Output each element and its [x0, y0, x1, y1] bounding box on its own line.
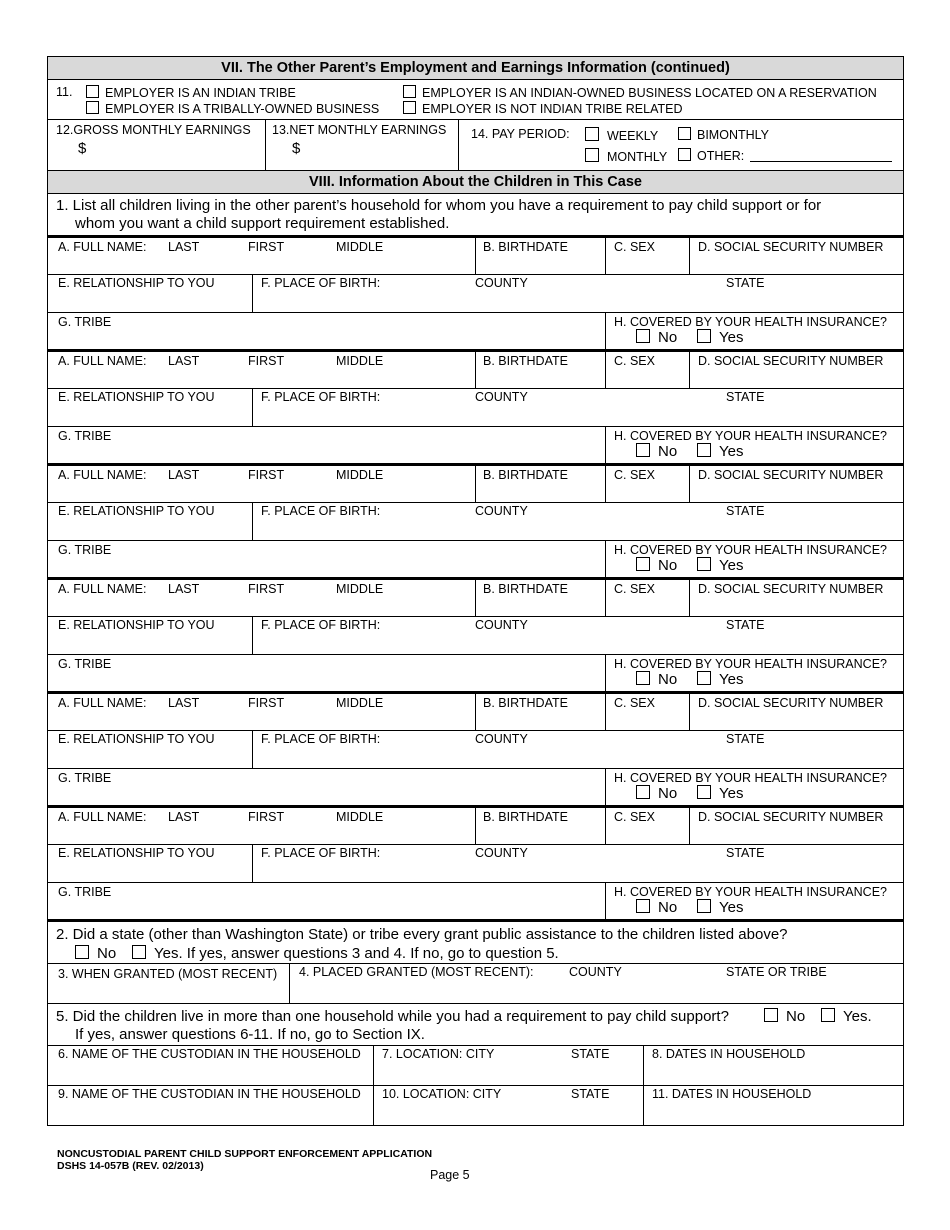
child-name-row: [48, 238, 903, 275]
sex-label: C. SEX: [614, 468, 655, 482]
q3-label: 3. WHEN GRANTED (MOST RECENT): [58, 967, 278, 981]
first-name-label: FIRST: [248, 468, 285, 482]
child-entry-3: [48, 466, 903, 580]
health-insurance-label: H. COVERED BY YOUR HEALTH INSURANCE?: [614, 315, 887, 329]
children-list: [48, 238, 903, 922]
ssn-label: D. SOCIAL SECURITY NUMBER: [698, 582, 884, 596]
child-name-row: [48, 580, 903, 617]
health-yes-option[interactable]: Yes: [697, 557, 743, 574]
q2-no-option[interactable]: No: [75, 945, 116, 962]
birthdate-label: B. BIRTHDATE: [483, 810, 568, 824]
question-2: [48, 922, 903, 964]
birthdate-label: B. BIRTHDATE: [483, 696, 568, 710]
relationship-label: E. RELATIONSHIP TO YOU: [58, 732, 215, 746]
question-1: [48, 194, 903, 238]
full-name-label: A. FULL NAME:: [58, 240, 147, 254]
state-label: STATE: [726, 390, 765, 404]
child-tribe-row: [48, 883, 903, 922]
q7-state-label: STATE: [571, 1047, 610, 1061]
child-tribe-row: [48, 655, 903, 694]
net-earnings-label: 13.NET MONTHLY EARNINGS: [272, 123, 447, 137]
checkbox[interactable]: [403, 101, 416, 114]
footer-form-number: DSHS 14-057B (REV. 02/2013): [57, 1160, 204, 1172]
place-of-birth-label: F. PLACE OF BIRTH:: [261, 618, 381, 632]
ssn-label: D. SOCIAL SECURITY NUMBER: [698, 354, 884, 368]
tribe-label: G. TRIBE: [58, 771, 112, 785]
health-yes-option[interactable]: Yes: [697, 329, 743, 346]
employer-type-row: [48, 80, 903, 120]
q2-yes-option[interactable]: Yes. If yes, answer questions 3 and 4. If no, go to question 5.: [132, 945, 559, 962]
middle-name-label: MIDDLE: [336, 810, 384, 824]
checkbox[interactable]: [86, 101, 99, 114]
middle-name-label: MIDDLE: [336, 696, 384, 710]
child-birthplace-row: [48, 617, 903, 655]
tribe-label: G. TRIBE: [58, 429, 112, 443]
checkbox[interactable]: [636, 785, 650, 799]
sex-label: C. SEX: [614, 354, 655, 368]
sex-label: C. SEX: [614, 240, 655, 254]
county-label: COUNTY: [475, 276, 528, 290]
q9-label: 9. NAME OF THE CUSTODIAN IN THE HOUSEHOLD: [58, 1087, 361, 1101]
ssn-label: D. SOCIAL SECURITY NUMBER: [698, 810, 884, 824]
q6-q8-row: [48, 1046, 903, 1086]
county-label: COUNTY: [475, 732, 528, 746]
health-no-option[interactable]: No: [636, 329, 677, 346]
earnings-row: [48, 120, 903, 171]
health-insurance-label: H. COVERED BY YOUR HEALTH INSURANCE?: [614, 543, 887, 557]
child-birthplace-row: [48, 731, 903, 769]
checkbox[interactable]: [697, 671, 711, 685]
tribe-label: G. TRIBE: [58, 543, 112, 557]
q6-label: 6. NAME OF THE CUSTODIAN IN THE HOUSEHOLD: [58, 1047, 361, 1061]
child-name-row: [48, 352, 903, 389]
health-no-option[interactable]: No: [636, 671, 677, 688]
health-yes-option[interactable]: Yes: [697, 443, 743, 460]
relationship-label: E. RELATIONSHIP TO YOU: [58, 846, 215, 860]
q7-label: 7. LOCATION: CITY: [382, 1047, 495, 1061]
sex-label: C. SEX: [614, 810, 655, 824]
checkbox[interactable]: [403, 85, 416, 98]
health-insurance-label: H. COVERED BY YOUR HEALTH INSURANCE?: [614, 657, 887, 671]
checkbox[interactable]: [697, 785, 711, 799]
q10-label: 10. LOCATION: CITY: [382, 1087, 502, 1101]
full-name-label: A. FULL NAME:: [58, 696, 147, 710]
place-of-birth-label: F. PLACE OF BIRTH:: [261, 846, 381, 860]
first-name-label: FIRST: [248, 810, 285, 824]
checkbox[interactable]: [75, 945, 89, 959]
full-name-label: A. FULL NAME:: [58, 582, 147, 596]
checkbox[interactable]: [697, 557, 711, 571]
last-name-label: LAST: [168, 696, 200, 710]
county-label: COUNTY: [475, 846, 528, 860]
pay-period-label: 14. PAY PERIOD:: [471, 127, 570, 141]
child-tribe-row: [48, 313, 903, 352]
last-name-label: LAST: [168, 582, 200, 596]
employer-tribally-owned-option[interactable]: EMPLOYER IS A TRIBALLY-OWNED BUSINESS: [86, 101, 379, 116]
child-birthplace-row: [48, 503, 903, 541]
checkbox[interactable]: [636, 329, 650, 343]
q1-text-line1: 1. List all children living in the other parent’s household for whom you have a requirement to pay child support or for: [56, 197, 822, 214]
q5-yes-option[interactable]: Yes.: [821, 1008, 872, 1025]
first-name-label: FIRST: [248, 354, 285, 368]
checkbox[interactable]: [678, 127, 691, 140]
checkbox[interactable]: [132, 945, 146, 959]
q9-q11-row: [48, 1086, 903, 1126]
first-name-label: FIRST: [248, 696, 285, 710]
middle-name-label: MIDDLE: [336, 240, 384, 254]
pay-monthly-option[interactable]: MONTHLY: [585, 148, 667, 164]
birthdate-label: B. BIRTHDATE: [483, 582, 568, 596]
county-label: COUNTY: [475, 504, 528, 518]
tribe-label: G. TRIBE: [58, 657, 112, 671]
child-entry-1: [48, 238, 903, 352]
place-of-birth-label: F. PLACE OF BIRTH:: [261, 504, 381, 518]
health-no-option[interactable]: No: [636, 443, 677, 460]
checkbox[interactable]: [636, 671, 650, 685]
q11-number: 11.: [56, 85, 73, 99]
child-name-row: [48, 466, 903, 503]
county-label: COUNTY: [475, 390, 528, 404]
q4-state-label: STATE OR TRIBE: [726, 965, 827, 979]
q5-no-option[interactable]: No: [764, 1008, 805, 1025]
health-yes-option[interactable]: Yes: [697, 899, 743, 916]
tribe-label: G. TRIBE: [58, 885, 112, 899]
child-birthplace-row: [48, 275, 903, 313]
place-of-birth-label: F. PLACE OF BIRTH:: [261, 276, 381, 290]
child-entry-4: [48, 580, 903, 694]
ssn-label: D. SOCIAL SECURITY NUMBER: [698, 468, 884, 482]
q5-text: 5. Did the children live in more than one household while you had a requirement to pay child support?: [56, 1008, 729, 1025]
checkbox[interactable]: [636, 557, 650, 571]
place-of-birth-label: F. PLACE OF BIRTH:: [261, 732, 381, 746]
checkbox[interactable]: [585, 148, 599, 162]
employer-indian-owned-option[interactable]: EMPLOYER IS AN INDIAN-OWNED BUSINESS LOCATED ON A RESERVATION: [403, 85, 877, 100]
child-birthplace-row: [48, 389, 903, 427]
tribe-label: G. TRIBE: [58, 315, 112, 329]
birthdate-label: B. BIRTHDATE: [483, 354, 568, 368]
health-yes-option[interactable]: Yes: [697, 671, 743, 688]
ssn-label: D. SOCIAL SECURITY NUMBER: [698, 696, 884, 710]
last-name-label: LAST: [168, 240, 200, 254]
q4-county-label: COUNTY: [569, 965, 622, 979]
checkbox[interactable]: [585, 127, 599, 141]
health-no-option[interactable]: No: [636, 557, 677, 574]
q10-state-label: STATE: [571, 1087, 610, 1101]
q3-q4-row: [48, 964, 903, 1004]
pay-other-option[interactable]: OTHER:: [678, 148, 892, 163]
section-7-header: VII. The Other Parent’s Employment and Earnings Information (continued): [48, 57, 903, 80]
net-dollar-sign: $: [292, 140, 301, 157]
state-label: STATE: [726, 618, 765, 632]
checkbox[interactable]: [764, 1008, 778, 1022]
sex-label: C. SEX: [614, 696, 655, 710]
first-name-label: FIRST: [248, 582, 285, 596]
q1-text-line2: whom you want a child support requirement established.: [75, 215, 450, 232]
checkbox[interactable]: [821, 1008, 835, 1022]
state-label: STATE: [726, 276, 765, 290]
employer-not-related-option[interactable]: EMPLOYER IS NOT INDIAN TRIBE RELATED: [403, 101, 682, 116]
place-of-birth-label: F. PLACE OF BIRTH:: [261, 390, 381, 404]
middle-name-label: MIDDLE: [336, 582, 384, 596]
relationship-label: E. RELATIONSHIP TO YOU: [58, 618, 215, 632]
checkbox[interactable]: [636, 443, 650, 457]
q4-label: 4. PLACED GRANTED (MOST RECENT):: [299, 965, 534, 979]
checkbox[interactable]: [697, 443, 711, 457]
health-no-option[interactable]: No: [636, 785, 677, 802]
birthdate-label: B. BIRTHDATE: [483, 240, 568, 254]
ssn-label: D. SOCIAL SECURITY NUMBER: [698, 240, 884, 254]
health-yes-option[interactable]: Yes: [697, 785, 743, 802]
footer-form-title: NONCUSTODIAL PARENT CHILD SUPPORT ENFORCEMENT APPLICATION: [57, 1148, 433, 1160]
state-label: STATE: [726, 504, 765, 518]
pay-bimonthly-option[interactable]: BIMONTHLY: [678, 127, 769, 142]
q11-dates-label: 11. DATES IN HOUSEHOLD: [652, 1087, 812, 1101]
health-insurance-label: H. COVERED BY YOUR HEALTH INSURANCE?: [614, 771, 887, 785]
sex-label: C. SEX: [614, 582, 655, 596]
other-input-line[interactable]: [750, 149, 892, 162]
relationship-label: E. RELATIONSHIP TO YOU: [58, 276, 215, 290]
employer-indian-tribe-option[interactable]: EMPLOYER IS AN INDIAN TRIBE: [86, 85, 296, 100]
child-entry-2: [48, 352, 903, 466]
pay-weekly-option[interactable]: WEEKLY: [585, 127, 658, 143]
gross-earnings-label: 12.GROSS MONTHLY EARNINGS: [56, 123, 251, 137]
last-name-label: LAST: [168, 354, 200, 368]
last-name-label: LAST: [168, 810, 200, 824]
page-number: Page 5: [430, 1168, 470, 1182]
relationship-label: E. RELATIONSHIP TO YOU: [58, 504, 215, 518]
first-name-label: FIRST: [248, 240, 285, 254]
birthdate-label: B. BIRTHDATE: [483, 468, 568, 482]
checkbox[interactable]: [697, 329, 711, 343]
last-name-label: LAST: [168, 468, 200, 482]
health-insurance-label: H. COVERED BY YOUR HEALTH INSURANCE?: [614, 429, 887, 443]
county-label: COUNTY: [475, 618, 528, 632]
full-name-label: A. FULL NAME:: [58, 810, 147, 824]
health-insurance-label: H. COVERED BY YOUR HEALTH INSURANCE?: [614, 885, 887, 899]
child-tribe-row: [48, 427, 903, 466]
child-tribe-row: [48, 769, 903, 808]
full-name-label: A. FULL NAME:: [58, 468, 147, 482]
q8-label: 8. DATES IN HOUSEHOLD: [652, 1047, 806, 1061]
checkbox[interactable]: [697, 899, 711, 913]
child-entry-6: [48, 808, 903, 922]
section-8-header: VIII. Information About the Children in This Case: [48, 171, 903, 194]
middle-name-label: MIDDLE: [336, 468, 384, 482]
gross-dollar-sign: $: [78, 140, 87, 157]
health-no-option[interactable]: No: [636, 899, 677, 916]
child-name-row: [48, 694, 903, 731]
checkbox[interactable]: [636, 899, 650, 913]
full-name-label: A. FULL NAME:: [58, 354, 147, 368]
question-5: [48, 1004, 903, 1046]
checkbox[interactable]: [678, 148, 691, 161]
child-birthplace-row: [48, 845, 903, 883]
application-form: [47, 56, 904, 1126]
q5-text-line2: If yes, answer questions 6-11. If no, go to Section IX.: [75, 1026, 425, 1043]
child-tribe-row: [48, 541, 903, 580]
relationship-label: E. RELATIONSHIP TO YOU: [58, 390, 215, 404]
checkbox[interactable]: [86, 85, 99, 98]
child-entry-5: [48, 694, 903, 808]
q2-text: 2. Did a state (other than Washington State) or tribe every grant public assistance to the children listed above?: [56, 926, 788, 943]
child-name-row: [48, 808, 903, 845]
state-label: STATE: [726, 732, 765, 746]
state-label: STATE: [726, 846, 765, 860]
middle-name-label: MIDDLE: [336, 354, 384, 368]
